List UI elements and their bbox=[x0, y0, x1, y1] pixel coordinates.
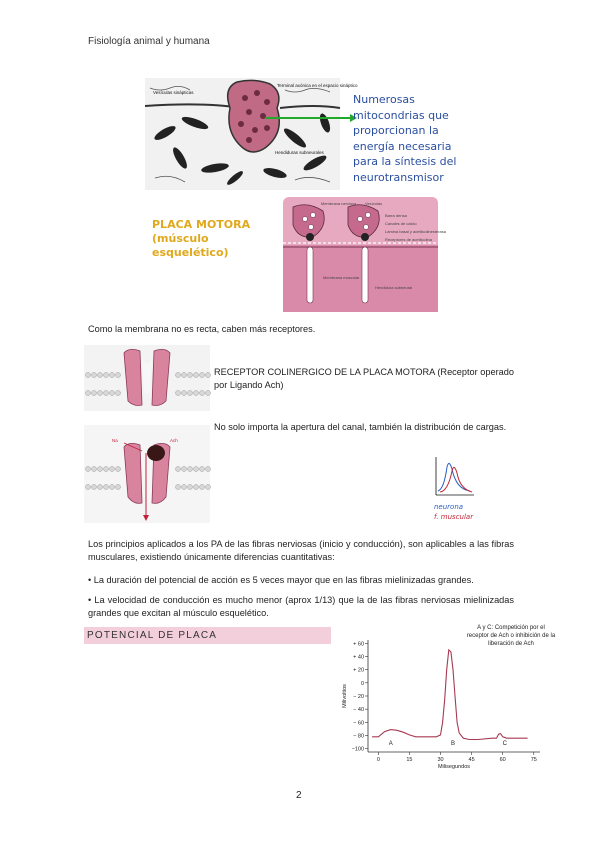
page-number: 2 bbox=[296, 790, 302, 801]
y-tick-label: 0 bbox=[360, 680, 364, 687]
chart-title: A y C: Competición por el receptor de Ach o inhibición de la liberación de Ach bbox=[466, 625, 556, 647]
label-dense-bar: Barra densa bbox=[385, 213, 407, 218]
y-tick-label: − 60 bbox=[353, 720, 364, 727]
x-tick-label: 75 bbox=[530, 757, 537, 763]
running-header: Fisiología animal y humana bbox=[88, 36, 210, 47]
y-tick-label: + 60 bbox=[353, 641, 364, 648]
annotation-label: C bbox=[502, 740, 507, 747]
y-tick-label: + 20 bbox=[353, 667, 364, 674]
label-vesicles-2: Vesículas bbox=[365, 201, 383, 206]
x-axis-label: Milisegundos bbox=[437, 764, 471, 770]
cholinergic-receptor-diagram bbox=[84, 345, 210, 523]
x-tick-label: 45 bbox=[468, 757, 475, 763]
motor-plate-figure bbox=[283, 197, 446, 312]
label-nerve-membrane: Membrana nerviosa bbox=[321, 201, 357, 206]
x-tick-label: 0 bbox=[376, 757, 380, 763]
label-muscle-membrane: Membrana muscular bbox=[323, 275, 360, 280]
handwriting-line1: neurona bbox=[434, 503, 464, 511]
x-tick-label: 60 bbox=[499, 757, 506, 763]
handwritten-action-potential-sketch bbox=[430, 455, 490, 499]
endplate-potential-chart bbox=[338, 620, 556, 770]
bullet-velocity: • La velocidad de conducción es mucho menor (aprox 1/13) que la de las fibras nerviosas mielinizadas grandes que excitan al músculo esquelético. bbox=[88, 595, 514, 618]
x-tick-label: 30 bbox=[437, 757, 444, 763]
receptor-title: RECEPTOR COLINERGICO DE LA PLACA MOTORA (Receptor operado por Ligando Ach) bbox=[214, 367, 514, 390]
label-subneural-cleft: Hendidura subneural bbox=[375, 285, 413, 290]
series-line bbox=[372, 650, 527, 740]
label-vesicles: Vesículas sinápticas bbox=[153, 90, 194, 95]
placa-motora-title bbox=[152, 218, 282, 260]
channel-note: No solo importa la apertura del canal, también la distribución de cargas. bbox=[214, 422, 507, 432]
receptor-figure bbox=[84, 345, 210, 523]
chart-annotations bbox=[389, 741, 508, 747]
bullet-duration: • La duración del potencial de acción es 5 veces mayor que en las fibras mielinizadas grandes. bbox=[88, 575, 474, 585]
motor-plate-diagram bbox=[283, 197, 446, 312]
chart-series-line bbox=[372, 650, 527, 740]
label-basal-lamina: Lámina basal y acetilcolinesterasa bbox=[385, 229, 446, 234]
y-tick-label: − 40 bbox=[353, 707, 364, 714]
membrane-note: Como la membrana no es recta, caben más receptores. bbox=[88, 324, 316, 334]
section-title: POTENCIAL DE PLACA bbox=[87, 630, 218, 641]
label-calcium-channels: Canales de calcio bbox=[385, 221, 417, 226]
section-title-bar bbox=[84, 627, 331, 644]
handwritten-sketch bbox=[430, 455, 490, 527]
handwriting-line2: f. muscular bbox=[434, 513, 474, 521]
label-receptors: Receptores de acetilcolina bbox=[385, 237, 432, 242]
label-clefts: Hendiduras subneurales bbox=[275, 150, 324, 155]
y-tick-label: − 20 bbox=[353, 694, 364, 700]
x-tick-label: 15 bbox=[406, 757, 413, 763]
y-axis-label: Milivoltios bbox=[342, 684, 348, 708]
receptor-left-label: Na bbox=[112, 438, 118, 443]
annotation-label: B bbox=[450, 740, 455, 747]
placa-motora-title-line2: (músculo esquelético) bbox=[152, 232, 229, 259]
mitochondria-callout: Numerosas mitocondrias que proporcionan la energía necesaria para la síntesis del neurotransmisor bbox=[353, 93, 457, 184]
y-tick-label: − 80 bbox=[353, 733, 364, 740]
label-terminal: Terminal axónica en el espacio sináptico bbox=[277, 83, 358, 88]
y-tick-label: −100 bbox=[351, 746, 364, 753]
synapse-micrograph-figure bbox=[145, 78, 455, 190]
annotation-label: A bbox=[388, 740, 393, 747]
y-tick-label: + 40 bbox=[353, 654, 364, 661]
principles-paragraph: Los principios aplicados a los PA de las fibras nerviosas (inicio y conducción), son aplicables a las fibras musculares, existiendo únicamente diferencias cuantitativas: bbox=[88, 539, 514, 562]
placa-motora-title-line1: PLACA MOTORA bbox=[152, 218, 251, 231]
chart-axes bbox=[342, 640, 540, 770]
receptor-right-label: Ach bbox=[170, 438, 178, 443]
